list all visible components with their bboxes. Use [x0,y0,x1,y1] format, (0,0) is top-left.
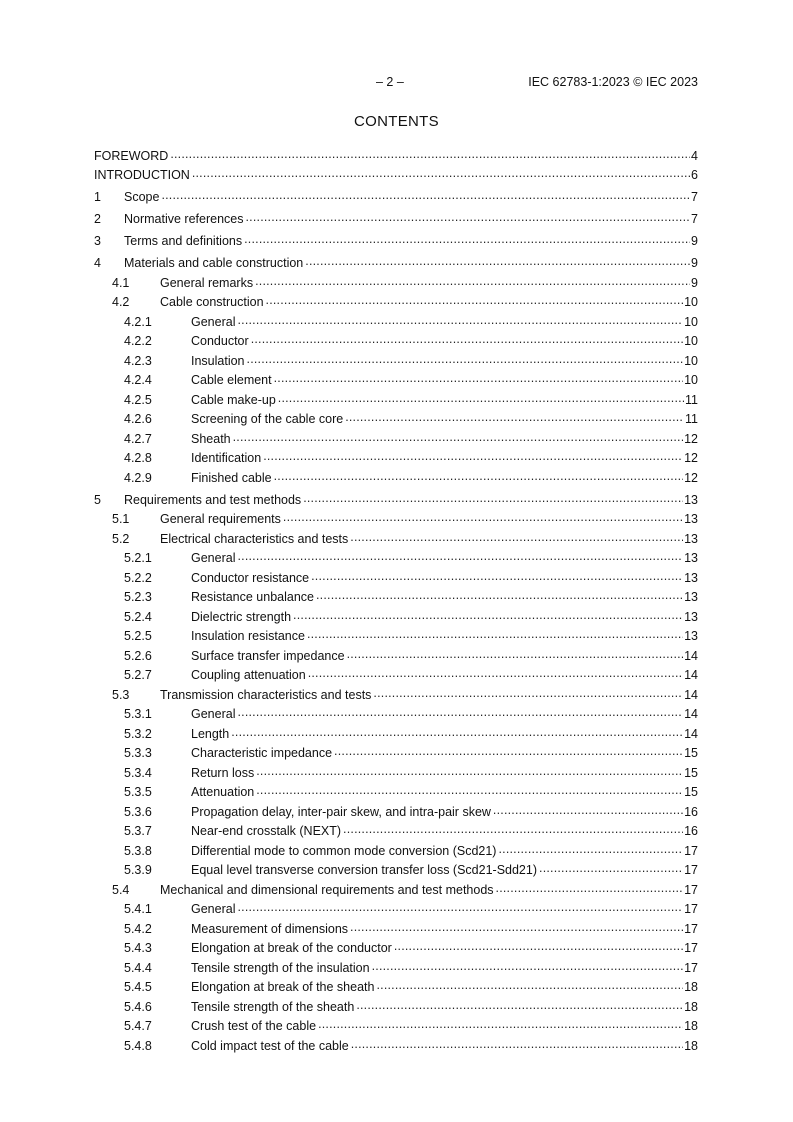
toc-page-number: 7 [691,212,698,226]
toc-entry[interactable] [94,995,698,1015]
toc-page-number: 4 [691,148,698,163]
toc-entry[interactable] [94,230,698,250]
toc-section-title: Equal level transverse conversion transfer loss (Scd21-Sdd21) [191,863,538,877]
toc-section-number: 4.2.1 [124,314,152,329]
toc-section-title: Near-end crosstalk (NEXT) [191,824,342,838]
page-header [0,75,793,93]
toc-section-title: Sheath [191,431,231,446]
toc-page-number: 9 [691,256,698,270]
toc-page-number: 13 [684,531,698,546]
toc-section-number: 5.3.1 [124,707,152,721]
toc-section-title: Resistance unbalance [191,590,314,604]
toc-dot-leader [343,825,683,836]
toc-section-title: Insulation [191,353,245,368]
toc-page-number: 14 [684,707,698,721]
toc-dot-leader [244,235,690,246]
toc-section-title: Scope [124,190,160,204]
toc-page-number: 10 [684,295,698,309]
toc-dot-leader [233,433,683,444]
toc-page-number: 12 [684,431,698,446]
toc-entry[interactable] [94,761,698,781]
toc-section-number: 1 [94,190,101,204]
toc-section-number: 5.1 [112,512,130,526]
toc-dot-leader [161,191,690,202]
toc-section-number: 5.4.6 [124,999,152,1014]
toc-section-title: Cable element [191,373,272,387]
toc-dot-leader [237,552,683,563]
toc-section-title: Finished cable [191,470,272,485]
toc-page-number: 17 [684,960,698,975]
toc-page-number: 17 [684,921,698,936]
toc-section-number: 5.4.5 [124,980,152,994]
toc-dot-leader [373,689,683,700]
toc-section-title: Propagation delay, inter-pair skew, and intra-pair skew [191,804,491,819]
toc-section-title: Cold impact test of the cable [191,1038,349,1053]
toc-entry[interactable] [94,291,698,311]
toc-dot-leader [376,981,683,992]
toc-section-number: 5.3.9 [124,863,152,877]
toc-section-title: Differential mode to common mode conversion (Scd21) [191,843,497,858]
toc-entry[interactable] [94,208,698,228]
toc-page-number: 13 [684,609,698,624]
toc-dot-leader [356,1001,683,1012]
toc-entry[interactable] [94,566,698,586]
toc-section-title: Coupling attenuation [191,668,306,682]
toc-section-number: 4.2.2 [124,334,152,348]
toc-entry[interactable] [94,388,698,408]
toc-page-number: 12 [684,451,698,465]
toc-section-title: Mechanical and dimensional requirements and test methods [160,882,494,897]
toc-section-title: Transmission characteristics and tests [160,687,372,702]
toc-section-number: 5.2.7 [124,668,152,682]
toc-section-number: 4.2.5 [124,392,152,407]
toc-section-number: 5.2.5 [124,629,152,643]
toc-entry[interactable] [94,586,698,606]
toc-section-title: Conductor resistance [191,570,310,585]
toc-section-title: Cable construction [160,295,264,309]
document-reference: IEC 62783-1:2023 © IEC 2023 [528,75,698,89]
toc-page-number: 13 [684,590,698,604]
toc-page-number: 13 [684,512,698,526]
toc-section-number: 2 [94,212,101,226]
toc-section-title: Electrical characteristics and tests [160,531,349,546]
toc-entry[interactable] [94,1015,698,1035]
toc-page-number: 13 [684,570,698,585]
toc-page-number: 18 [684,1038,698,1053]
toc-section-number: 5.3.3 [124,746,152,760]
toc-entry[interactable] [94,508,698,528]
toc-section-number: 4.2.9 [124,470,152,485]
toc-section-number: 5.3 [112,687,130,702]
toc-section-title: General [191,902,236,916]
toc-section-title: Dielectric strength [191,609,292,624]
table-of-contents [94,144,698,1054]
toc-entry[interactable] [94,186,698,206]
toc-section-number: 4.2.8 [124,451,152,465]
toc-dot-leader [496,884,684,895]
toc-section-title: Elongation at break of the sheath [191,980,375,994]
toc-page-number: 15 [684,746,698,760]
toc-dot-leader [283,513,683,524]
toc-page-number: 15 [684,765,698,780]
toc-page-number: 13 [684,492,698,507]
toc-section-number: 5.4 [112,882,130,897]
toc-section-title: General remarks [160,275,254,290]
toc-entry[interactable] [94,605,698,625]
toc-entry[interactable] [94,408,698,428]
toc-section-title: Insulation resistance [191,629,305,643]
toc-section-number: 5.3.8 [124,843,152,858]
toc-dot-leader [263,452,683,463]
toc-dot-leader [316,591,683,602]
toc-dot-leader [246,213,691,224]
toc-section-number: 4.2 [112,295,130,309]
toc-section-title: Terms and definitions [124,234,243,248]
toc-section-title: Materials and cable construction [124,256,304,270]
toc-section-title: Tensile strength of the sheath [191,999,355,1014]
toc-section-number: 4.2.3 [124,353,152,368]
toc-dot-leader [347,650,684,661]
toc-dot-leader [372,962,684,973]
toc-page-number: 15 [684,785,698,799]
toc-dot-leader [274,374,683,385]
toc-page-number: 7 [691,190,698,204]
toc-entry[interactable] [94,839,698,859]
toc-dot-leader [237,316,683,327]
toc-section-number: 3 [94,234,101,248]
toc-section-number: 5.4.3 [124,941,152,955]
toc-dot-leader [251,335,683,346]
toc-page-number: 16 [684,824,698,838]
toc-dot-leader [539,864,683,875]
toc-section-number: 5.3.5 [124,785,152,799]
toc-dot-leader [278,394,684,405]
toc-section-title: General [191,551,236,565]
toc-entry[interactable] [94,878,698,898]
toc-page-number: 17 [684,882,698,897]
page-title: CONTENTS [354,113,439,130]
toc-section-title: Characteristic impedance [191,746,333,760]
toc-page-number: 18 [684,999,698,1014]
toc-dot-leader [351,1040,683,1051]
toc-section-number: 5 [94,492,101,507]
toc-section-title: Crush test of the cable [191,1019,317,1033]
toc-entry[interactable] [94,898,698,918]
toc-section-number: 4.1 [112,275,130,290]
toc-entry[interactable] [94,466,698,486]
toc-dot-leader [256,767,683,778]
toc-dot-leader [274,472,683,483]
toc-page-number: 17 [684,941,698,955]
toc-dot-leader [307,630,683,641]
toc-entry[interactable] [94,547,698,567]
toc-section-number: 5.3.7 [124,824,152,838]
toc-section-number: 5.2.2 [124,570,152,585]
toc-dot-leader [247,355,684,366]
toc-entry[interactable] [94,937,698,957]
toc-entry[interactable] [94,447,698,467]
toc-page-number: 12 [684,470,698,485]
toc-section-title: Cable make-up [191,392,276,407]
toc-page-number: 14 [684,668,698,682]
toc-entry[interactable] [94,664,698,684]
toc-entry[interactable] [94,917,698,937]
toc-page-number: 16 [684,804,698,819]
toc-section-number: 4.2.4 [124,373,152,387]
toc-dot-leader [345,413,684,424]
toc-entry[interactable] [94,956,698,976]
toc-page-number: 13 [684,629,698,643]
toc-dot-leader [350,533,683,544]
toc-page-number: 9 [691,234,698,248]
toc-section-number: 5.4.2 [124,921,152,936]
toc-dot-leader [498,845,683,856]
toc-entry[interactable] [94,703,698,723]
toc-section-title: Elongation at break of the conductor [191,941,392,955]
toc-section-number: 5.3.4 [124,765,152,780]
toc-section-title: Measurement of dimensions [191,921,349,936]
toc-page-number: 13 [684,551,698,565]
toc-dot-leader [318,1020,683,1031]
toc-dot-leader [266,296,684,307]
toc-section-title: Tensile strength of the insulation [191,960,370,975]
toc-dot-leader [237,708,683,719]
toc-dot-leader [192,169,690,180]
toc-entry[interactable] [94,683,698,703]
toc-entry[interactable] [94,252,698,272]
toc-entry[interactable] [94,742,698,762]
toc-page-number: 10 [684,314,698,329]
toc-section-title: General [191,707,236,721]
toc-page-number: 14 [684,648,698,663]
toc-section-title: Return loss [191,765,255,780]
toc-entry[interactable] [94,330,698,350]
toc-entry[interactable] [94,644,698,664]
toc-dot-leader [305,257,690,268]
toc-section-title: Attenuation [191,785,255,799]
toc-entry[interactable] [94,800,698,820]
toc-entry[interactable] [94,488,698,508]
toc-page-number: 11 [685,412,698,426]
page-number: – 2 – [376,75,404,89]
toc-entry[interactable] [94,625,698,645]
toc-section-number: 5.3.6 [124,804,152,819]
toc-section-title: Requirements and test methods [124,492,302,507]
toc-entry[interactable] [94,144,698,164]
toc-entry[interactable] [94,722,698,742]
toc-entry[interactable] [94,427,698,447]
toc-dot-leader [231,728,683,739]
toc-page-number: 6 [691,168,698,182]
toc-page-number: 11 [685,392,698,407]
toc-dot-leader [308,669,683,680]
toc-dot-leader [350,923,683,934]
toc-page-number: 18 [684,1019,698,1033]
toc-entry[interactable] [94,310,698,330]
toc-section-number: 5.4.4 [124,960,152,975]
toc-section-title: Conductor [191,334,249,348]
toc-section-title: INTRODUCTION [94,168,190,182]
toc-page-number: 10 [684,373,698,387]
toc-section-number: 4.2.6 [124,412,152,426]
toc-section-title: Normative references [124,212,244,226]
toc-section-title: General [191,314,236,329]
toc-dot-leader [303,494,683,505]
toc-page-number: 14 [684,726,698,741]
toc-section-number: 5.4.8 [124,1038,152,1053]
toc-entry[interactable] [94,820,698,840]
toc-page-number: 17 [684,863,698,877]
toc-page-number: 10 [684,334,698,348]
toc-page-number: 10 [684,353,698,368]
toc-section-number: 5.2.4 [124,609,152,624]
toc-page-number: 9 [691,275,698,290]
toc-section-number: 4.2.7 [124,431,152,446]
toc-section-number: 5.2.6 [124,648,152,663]
toc-dot-leader [493,806,683,817]
toc-section-title: Screening of the cable core [191,412,344,426]
toc-dot-leader [293,611,683,622]
toc-section-title: FOREWORD [94,148,169,163]
toc-entry[interactable] [94,349,698,369]
toc-dot-leader [170,150,690,161]
toc-section-number: 5.2.1 [124,551,152,565]
toc-section-title: Identification [191,451,262,465]
toc-dot-leader [256,786,683,797]
toc-section-number: 4 [94,256,101,270]
toc-page-number: 18 [684,980,698,994]
toc-dot-leader [311,572,683,583]
toc-section-title: General requirements [160,512,281,526]
toc-dot-leader [394,942,683,953]
toc-section-number: 5.3.2 [124,726,152,741]
toc-entry[interactable] [94,271,698,291]
toc-page-number: 14 [684,687,698,702]
toc-dot-leader [255,277,690,288]
toc-entry[interactable] [94,859,698,879]
toc-entry[interactable] [94,1034,698,1054]
toc-entry[interactable] [94,164,698,184]
toc-section-title: Surface transfer impedance [191,648,345,663]
toc-section-number: 5.4.7 [124,1019,152,1033]
toc-dot-leader [237,903,683,914]
toc-section-number: 5.2.3 [124,590,152,604]
toc-section-number: 5.2 [112,531,130,546]
toc-entry[interactable] [94,527,698,547]
toc-section-number: 5.4.1 [124,902,152,916]
toc-dot-leader [334,747,683,758]
toc-entry[interactable] [94,781,698,801]
toc-entry[interactable] [94,369,698,389]
toc-section-title: Length [191,726,230,741]
toc-entry[interactable] [94,976,698,996]
toc-page-number: 17 [684,843,698,858]
toc-page-number: 17 [684,902,698,916]
